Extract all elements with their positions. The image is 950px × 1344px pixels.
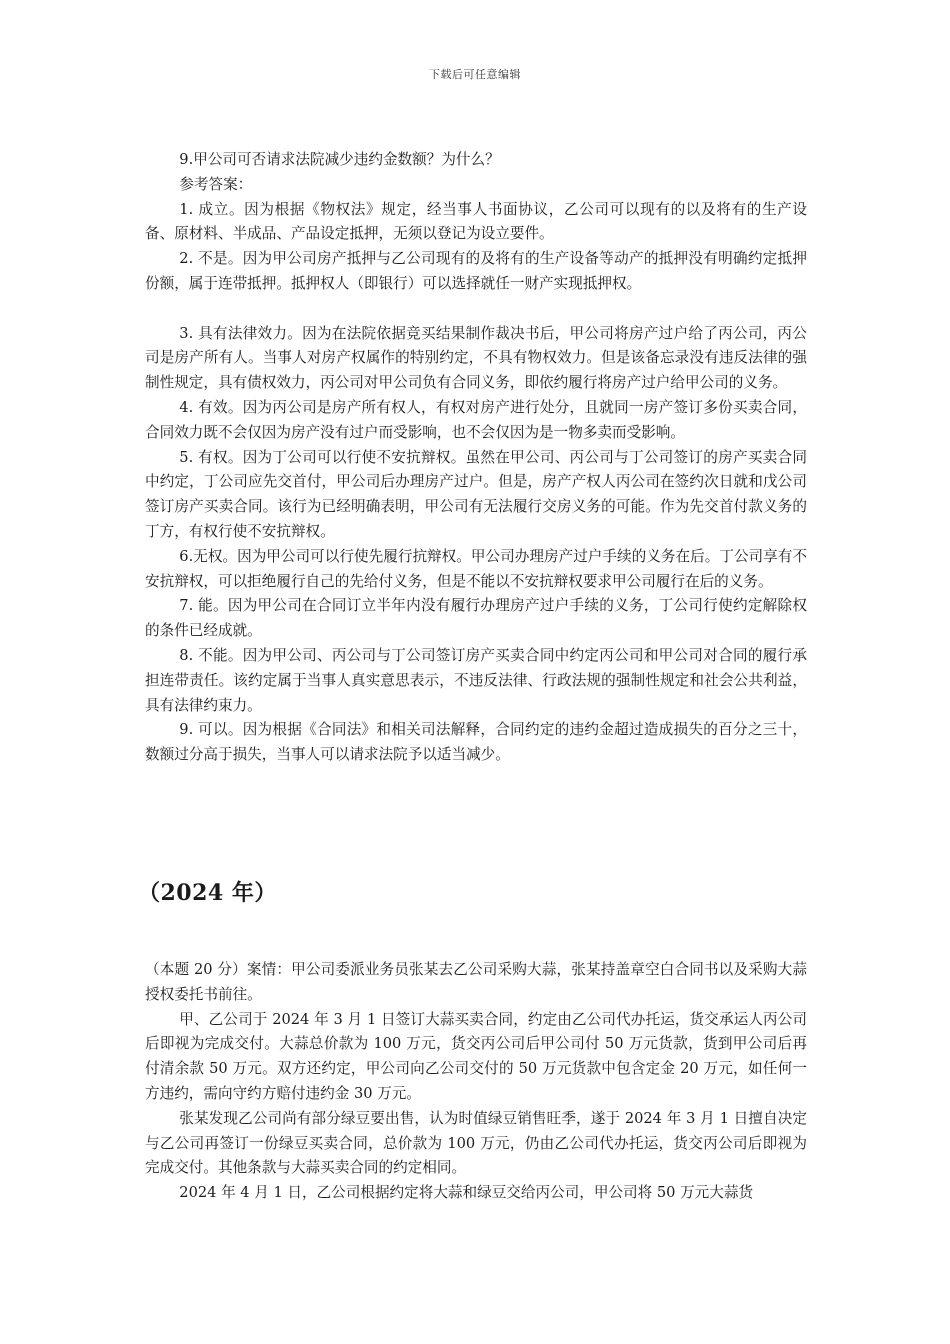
answer-item-9: 9. 可以。因为根据《合同法》和相关司法解释，合同约定的违约金超过造成损失的百分之三十，数额过分高于损失，当事人可以请求法院予以适当减少。 [145,721,807,764]
case-section [145,958,807,1206]
answer-item-4: 4. 有效。因为丙公司是房产所有权人，有权对房产进行处分，且就同一房产签订多份买卖合同，合同效力既不会仅因为房产没有过户而受影响，也不会仅因为是一物多卖而受影响。 [145,398,807,441]
answer-item-6: 6.无权。因为甲公司可以行使先履行抗辩权。甲公司办理房产过户手续的义务在后。丁公司享有不安抗辩权，可以拒绝履行自己的先给付义务，但是不能以不安抗辩权要求甲公司履行在后的义务。 [145,547,807,590]
answer-item-7: 7. 能。因为甲公司在合同订立半年内没有履行办理房产过户手续的义务，丁公司行使约定解除权的条件已经成就。 [145,597,807,640]
case-paragraph-3: 2024 年 4 月 1 日，乙公司根据约定将大蒜和绿豆交给丙公司，甲公司将 50 万元大蒜货 [179,1184,754,1202]
answers-section [145,148,807,768]
question-text: 9.甲公司可否请求法院减少违约金数额？为什么？ [179,151,500,168]
case-paragraph-2: 张某发现乙公司尚有部分绿豆要出售，认为时值绿豆销售旺季，遂于 2024 年 3 月 1 日擅自决定与乙公司再签订一份绿豆买卖合同，总价款为 100 万元，仍由乙公司代办托运，货交丙公司后即视为完成交付。其他条款与大蒜买卖合同的约定相同。 [145,1109,807,1177]
case-paragraph-1: 甲、乙公司于 2024 年 3 月 1 日签订大蒜买卖合同，约定由乙公司代办托运，货交承运人丙公司后即视为完成交付。大蒜总价款为 100 万元，货交丙公司后甲公司付 50 万元货款，货到甲公司后再付清余款 50 万元。双方还约定，甲公司向乙公司交付的 50 万元货款中包含定金 20 万元，如任何一方违约，需向守约方赔付违约金 30 万元。 [145,1010,807,1102]
blank-line [145,297,807,322]
case-intro: （本题 20 分）案情：甲公司委派业务员张某去乙公司采购大蒜，张某持盖章空白合同书以及采购大蒜授权委托书前往。 [145,961,807,1003]
answer-item-8: 8. 不能。因为甲公司、丙公司与丁公司签订房产买卖合同中约定丙公司和甲公司对合同的履行承担连带责任。该约定属于当事人真实意思表示，不违反法律、行政法规的强制性规定和社会公共利益，具有法律约束力。 [145,646,807,714]
year-heading: （2024 年） [138,880,277,906]
answer-item-3: 3. 具有法律效力。因为在法院依据竞买结果制作裁决书后，甲公司将房产过户给了丙公司，丙公司是房产所有人。当事人对房产权属作的特别约定，不具有物权效力。但是该备忘录没有违反法律的强制性规定，具有债权效力，丙公司对甲公司负有合同义务，即依约履行将房产过户给甲公司的义务。 [145,324,807,392]
answer-item-5: 5. 有权。因为丁公司可以行使不安抗辩权。虽然在甲公司、丙公司与丁公司签订的房产买卖合同中约定，丁公司应先交首付，甲公司后办理房产过户。但是，房产产权人丙公司在签约次日就和戊公司签订房产买卖合同。该行为已经明确表明，甲公司有无法履行交房义务的可能。作为先交首付款义务的丁方，有权行使不安抗辩权。 [145,448,807,540]
answer-item-1: 1. 成立。因为根据《物权法》规定，经当事人书面协议，乙公司可以现有的以及将有的生产设备、原材料、半成品、产品设定抵押，无须以登记为设立要件。 [145,200,807,243]
answer-item-2: 2. 不是。因为甲公司房产抵押与乙公司现有的及将有的生产设备等动产的抵押没有明确约定抵押份额，属于连带抵押。抵押权人（即银行）可以选择就任一财产实现抵押权。 [145,250,807,292]
answer-label: 参考答案： [179,175,253,193]
page-header: 下载后可任意编辑 [429,68,521,81]
